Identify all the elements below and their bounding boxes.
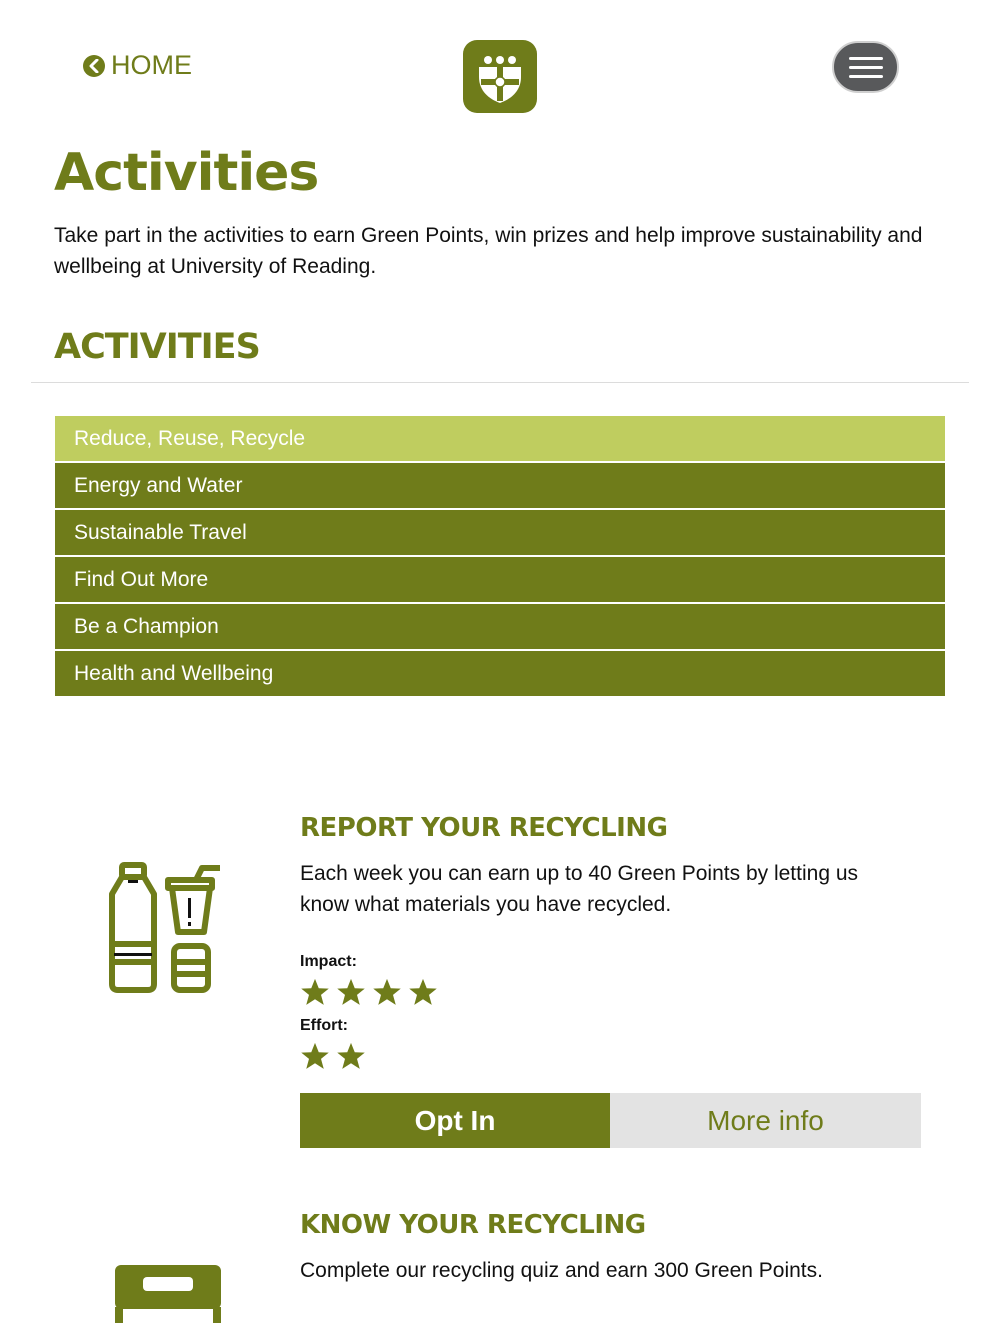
- effort-rating: [300, 1041, 366, 1071]
- opt-in-button[interactable]: Opt In: [300, 1093, 610, 1148]
- recycling-items-icon: [100, 862, 225, 1002]
- activity-actions: [300, 1093, 921, 1148]
- divider: [31, 382, 969, 383]
- recycling-bin-icon: [113, 1263, 223, 1328]
- home-label: HOME: [111, 50, 192, 80]
- impact-rating: [300, 977, 438, 1007]
- category-health-wellbeing[interactable]: Health and Wellbeing: [55, 651, 945, 696]
- menu-line: [849, 75, 883, 78]
- intro-text: Take part in the activities to earn Green Points, win prizes and help improve sustainability and wellbeing at University of Reading.: [54, 224, 923, 278]
- page-title: Activities: [54, 143, 319, 203]
- activity-card: [0, 1197, 1000, 1334]
- impact-label: Impact:: [300, 953, 357, 970]
- activity-title: REPORT YOUR RECYCLING: [300, 813, 668, 843]
- activity-description: Complete our recycling quiz and earn 300 Green Points.: [300, 1259, 823, 1282]
- home-link[interactable]: [83, 50, 192, 81]
- star-icon: [336, 977, 366, 1007]
- menu-line: [849, 66, 883, 69]
- menu-line: [849, 57, 883, 60]
- category-find-out-more[interactable]: Find Out More: [55, 557, 945, 602]
- university-crest-icon[interactable]: [463, 40, 537, 113]
- top-header: [0, 0, 1000, 130]
- star-icon: [300, 1041, 330, 1071]
- category-list: [55, 416, 945, 698]
- star-icon: [408, 977, 438, 1007]
- category-be-a-champion[interactable]: Be a Champion: [55, 604, 945, 649]
- star-icon: [300, 977, 330, 1007]
- more-info-button[interactable]: More info: [610, 1093, 921, 1148]
- section-title: ACTIVITIES: [54, 327, 260, 367]
- activity-title: KNOW YOUR RECYCLING: [300, 1210, 646, 1240]
- chevron-left-icon: [83, 55, 105, 77]
- activity-card: [0, 800, 1000, 1160]
- star-icon: [336, 1041, 366, 1071]
- category-reduce-reuse-recycle[interactable]: Reduce, Reuse, Recycle: [55, 416, 945, 461]
- category-sustainable-travel[interactable]: Sustainable Travel: [55, 510, 945, 555]
- star-icon: [372, 977, 402, 1007]
- effort-label: Effort:: [300, 1017, 348, 1034]
- activity-description: Each week you can earn up to 40 Green Points by letting us know what materials you have recycled.: [300, 862, 859, 916]
- hamburger-menu-button[interactable]: [832, 41, 899, 93]
- category-energy-water[interactable]: Energy and Water: [55, 463, 945, 508]
